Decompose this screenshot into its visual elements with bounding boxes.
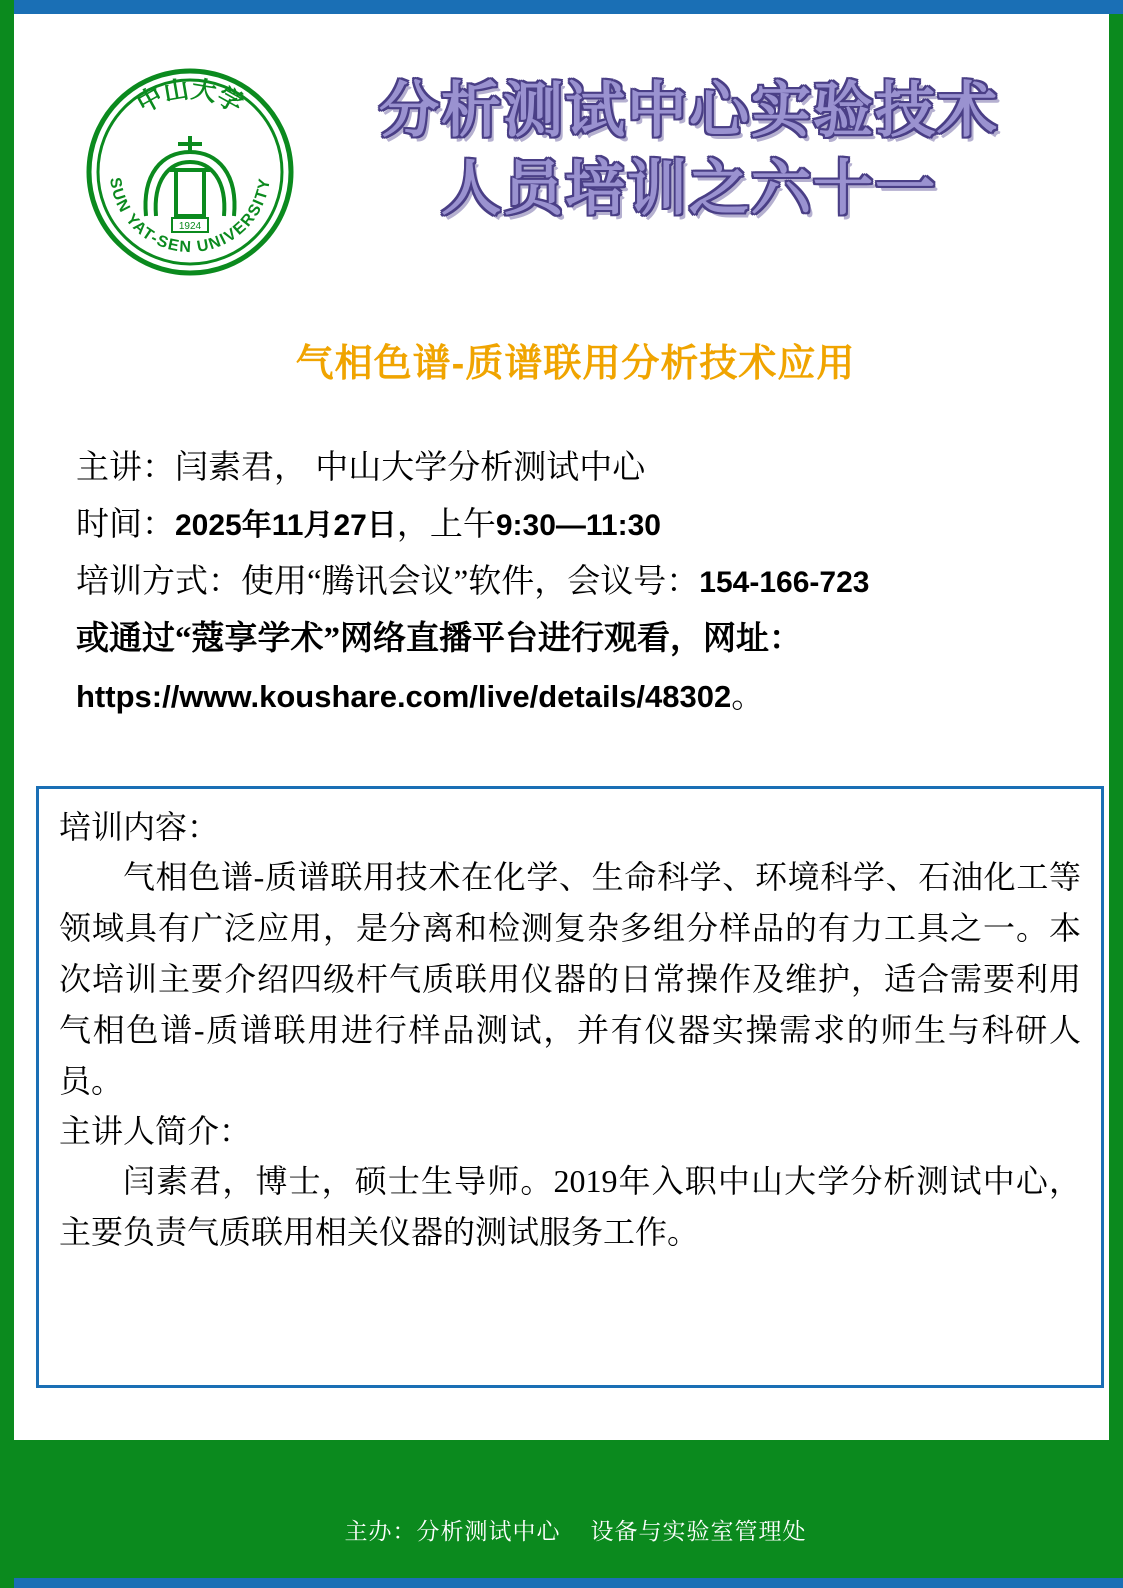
title-line-1: 分析测试中心实验技术 — [379, 77, 999, 144]
organizer-primary: 主办：分析测试中心 — [344, 1518, 561, 1544]
poster-subtitle: 气相色谱-质谱联用分析技术应用 — [295, 343, 856, 385]
university-logo-icon — [84, 66, 296, 278]
poster-title — [314, 72, 1064, 228]
content-section1-title: 培训内容： — [59, 809, 220, 845]
svg-text:中山大学: 中山大学 — [132, 75, 248, 119]
content-section2-body: 闫素君，博士，硕士生导师。2019年入职中山大学分析测试中心，主要负责气质联用相关仪器的测试服务工作。 — [59, 1163, 1081, 1250]
time-value: 2025年11月27日 — [175, 509, 397, 542]
bottom-blue-bar — [14, 1578, 1123, 1588]
time-range: 9:30—11:30 — [495, 509, 661, 542]
content-section2-title: 主讲人简介： — [59, 1113, 252, 1149]
content-section1-body: 气相色谱-质谱联用技术在化学、生命科学、环境科学、石油化工等领域具有广泛应用，是分离和检测复杂多组分样品的有力工具之一。本次培训主要介绍四级杆气质联用仪器的日常操作及维护，适合需要利用气相色谱-质谱联用进行样品测试，并有仪器实操需求的师生与科研人员。 — [59, 859, 1081, 1099]
time-line — [76, 497, 1076, 554]
meeting-id: 154-166-723 — [699, 566, 870, 599]
platform-line — [76, 611, 1076, 668]
url-period: 。 — [731, 679, 765, 715]
footer-organizers — [14, 1513, 1123, 1546]
speaker-line — [76, 440, 1076, 497]
time-label: 时间： — [76, 507, 175, 543]
time-tail: ，上午 — [396, 507, 496, 543]
platform-text: 或通过“蔻享学术”网络直播平台进行观看，网址： — [76, 621, 802, 657]
poster-header — [74, 56, 1064, 296]
speaker-label: 主讲： — [76, 450, 175, 486]
speaker-value: 闫素君， 中山大学分析测试中心 — [175, 450, 646, 486]
training-content-box — [36, 786, 1104, 1388]
svg-text:SUN YAT-SEN UNIVERSITY: SUN YAT-SEN UNIVERSITY — [106, 176, 274, 257]
top-blue-bar — [14, 0, 1123, 14]
title-line-2: 人员培训之六十一 — [441, 155, 937, 222]
live-url-link[interactable]: https://www.koushare.com/live/details/48302 — [76, 679, 732, 714]
url-line — [76, 668, 1076, 726]
organizer-secondary: 设备与实验室管理处 — [590, 1518, 807, 1544]
method-label: 培训方式： — [76, 564, 241, 600]
method-line — [76, 554, 1076, 611]
info-block — [76, 440, 1076, 726]
method-value: 使用“腾讯会议”软件，会议号： — [241, 564, 700, 600]
svg-text:1924: 1924 — [178, 221, 202, 232]
